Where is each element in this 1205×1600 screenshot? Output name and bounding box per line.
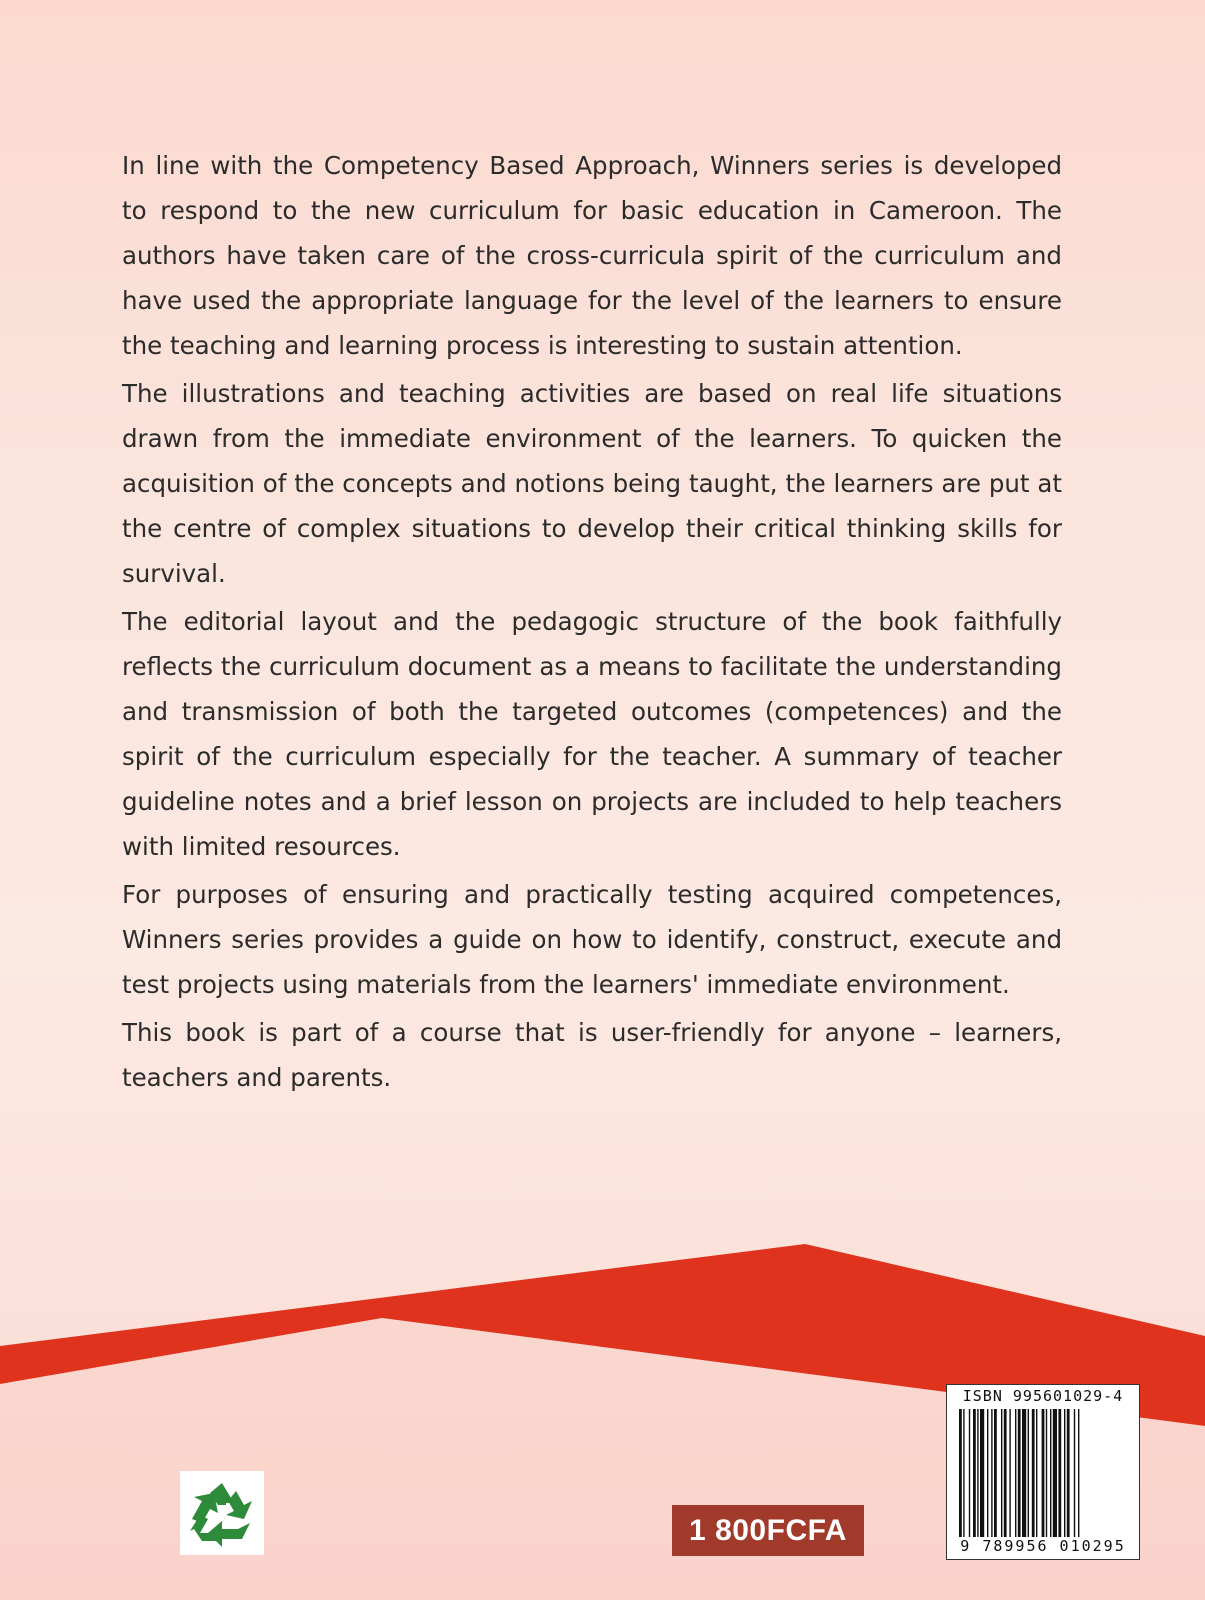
back-cover-text [122,143,1062,1100]
isbn-barcode [946,1384,1140,1560]
paragraph-2: The illustrations and teaching activities are based on real life situations drawn from the immediate environment of the learners. To quicken the acquisition of the concepts and notions being taught, the learners are put at the centre of complex situations to develop their critical thinking skills for survival. [122,379,1062,588]
paragraph-3: The editorial layout and the pedagogic structure of the book faithfully reflects the curriculum document as a means to facilitate the understanding and transmission of both the targeted outcomes (competences) and the spirit of the curriculum especially for the teacher. A summary of teacher guideline notes and a brief lesson on projects are included to help teachers with limited resources. [122,607,1062,861]
isbn-label: ISBN 995601029-4 [962,1387,1124,1405]
paragraph-5: This book is part of a course that is user-friendly for anyone – learners, teachers and parents. [122,1018,1062,1092]
barcode-digits: 9 789956 010295 [960,1537,1126,1555]
paragraph-4: For purposes of ensuring and practically testing acquired competences, Winners series provides a guide on how to identify, construct, execute and test projects using materials from the learners' immediate environment. [122,880,1062,999]
recycle-icon [180,1471,264,1555]
price-tag: 1 800FCFA [672,1505,864,1556]
barcode-bars [959,1409,1127,1537]
paragraph-1: In line with the Competency Based Approach, Winners series is developed to respond to the new curriculum for basic education in Cameroon. The authors have taken care of the cross-curricula spirit of the curriculum and have used the appropriate language for the level of the learners to ensure the teaching and learning process is interesting to sustain attention. [122,151,1062,360]
